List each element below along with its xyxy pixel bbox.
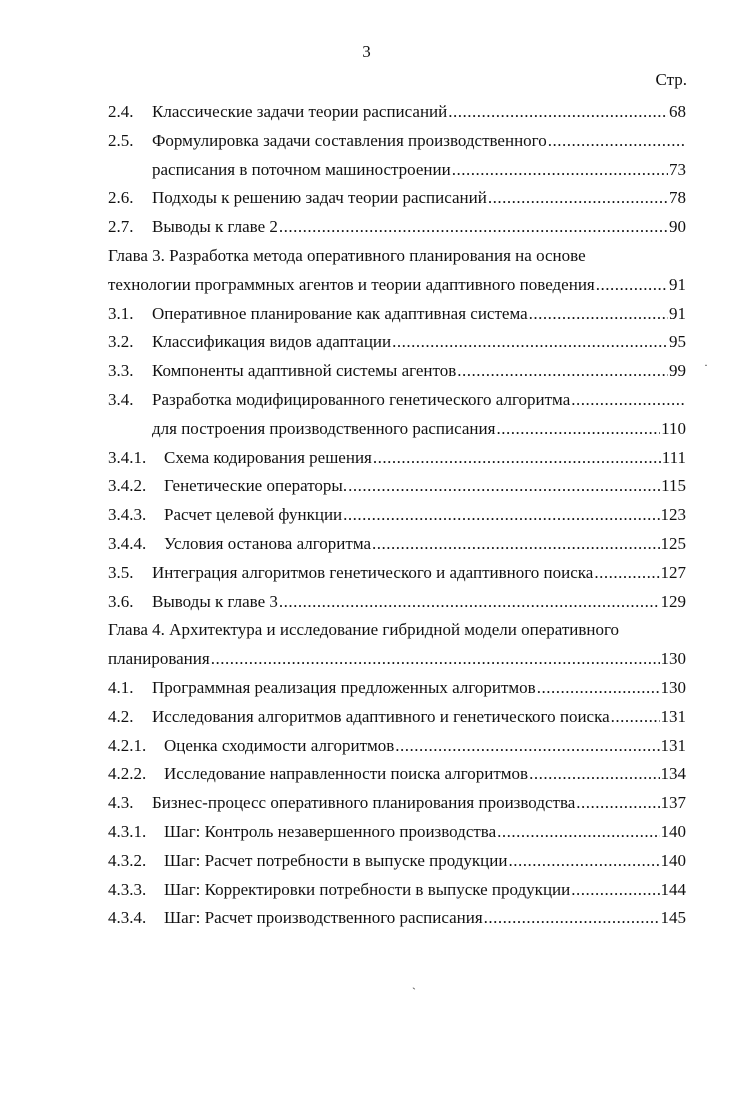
toc-leader-dots xyxy=(484,904,660,933)
toc-entry xyxy=(108,357,686,386)
toc-leader-dots xyxy=(529,300,668,329)
toc-entry-page: 73 xyxy=(669,159,686,179)
toc-entry-number: 3.6. xyxy=(108,591,134,611)
toc-entry-page: 111 xyxy=(661,447,686,467)
toc-subentry xyxy=(108,501,686,530)
toc-leader-dots xyxy=(457,357,668,386)
toc-chapter-heading xyxy=(108,271,686,300)
toc-entry-title: Классические задачи теории расписаний xyxy=(152,102,448,121)
toc-entry xyxy=(108,213,686,242)
toc-entry xyxy=(108,703,686,732)
toc-leader-dots xyxy=(372,530,659,559)
toc-chapter-heading xyxy=(108,242,686,271)
toc-entry-number: 3.5. xyxy=(108,562,134,582)
toc-leader-dots xyxy=(279,588,660,617)
toc-entry-title: Выводы к главе 3 xyxy=(152,591,278,611)
toc-entry-page: 125 xyxy=(660,533,686,553)
toc-entry-title: Исследования алгоритмов адаптивного и генетического поиска xyxy=(152,706,610,726)
toc-entry-page: 130 xyxy=(660,677,686,697)
toc-leader-dots xyxy=(576,789,659,818)
toc-leader-dots xyxy=(488,184,668,213)
toc-entry-title: Шаг: Расчет потребности в выпуске продукции xyxy=(164,850,508,870)
toc-entry xyxy=(108,789,686,818)
toc-entry-title: Оперативное планирование как адаптивная система xyxy=(152,303,528,323)
toc-entry-page: 130 xyxy=(660,649,686,669)
page-column-header: Стр. xyxy=(655,70,687,89)
toc-entry-title: Схема кодирования решения xyxy=(164,447,372,467)
toc-subentry xyxy=(108,760,686,789)
toc-entry-number: 4.2.1. xyxy=(108,735,147,755)
toc-subentry xyxy=(108,530,686,559)
toc-entry-number: 3.3. xyxy=(108,361,134,381)
toc-entry-page: 144 xyxy=(660,879,686,899)
toc-entry-title: Исследование направленности поиска алгоритмов xyxy=(164,764,529,784)
toc-subentry xyxy=(108,444,686,473)
toc-entry-title: для построения производственного расписания xyxy=(152,418,496,438)
toc-entry-number: 3.4.4. xyxy=(108,533,147,553)
toc-entry-continuation xyxy=(108,415,686,444)
toc-leader-dots xyxy=(529,760,659,789)
toc-entry-number: 2.7. xyxy=(108,217,134,237)
toc-entry-number: 4.3.3. xyxy=(108,879,147,899)
toc-entry-page: 129 xyxy=(660,591,686,611)
toc-entry-page: 131 xyxy=(660,735,686,755)
toc-entry-number: 3.4.2. xyxy=(108,476,147,496)
toc-chapter-heading xyxy=(108,616,686,645)
toc-subentry xyxy=(108,847,686,876)
toc-entry-title: Глава 4. Архитектура и исследование гибридной модели оперативного xyxy=(108,620,620,640)
toc-entry-title: Подходы к решению задач теории расписаний xyxy=(152,188,487,208)
toc-entry-page: 140 xyxy=(660,850,686,870)
toc-entry-number: 3.4.3. xyxy=(108,505,147,525)
toc-leader-dots xyxy=(611,703,660,732)
page-number: 3 xyxy=(362,42,371,61)
toc-entry-number: 3.2. xyxy=(108,332,134,352)
toc-entry-page: 99 xyxy=(669,361,686,381)
toc-entry xyxy=(108,386,686,415)
toc-entry-title: расписания в поточном машиностроении xyxy=(152,159,451,179)
toc-entry-number: 3.1. xyxy=(108,303,134,323)
toc-entry-number: 4.1. xyxy=(108,677,134,697)
toc-entry xyxy=(108,588,686,617)
toc-entry-title: технологии программных агентов и теории адаптивного поведения xyxy=(108,274,595,294)
toc-leader-dots xyxy=(496,415,660,444)
toc-entry xyxy=(108,559,686,588)
toc-entry-title: Компоненты адаптивной системы агентов xyxy=(152,361,457,381)
toc-leader-dots xyxy=(537,674,660,703)
toc-entry-title: Классификация видов адаптации xyxy=(152,332,392,352)
toc-entry-title: Условия останова алгоритма xyxy=(164,533,372,553)
toc-leader-dots xyxy=(392,328,668,357)
table-of-contents xyxy=(108,98,686,933)
toc-entry-title: Оценка сходимости алгоритмов xyxy=(164,735,395,755)
toc-entry-page: 68 xyxy=(669,102,686,121)
toc-entry-number: 4.2.2. xyxy=(108,764,147,784)
toc-entry xyxy=(108,328,686,357)
toc-entry-page: 134 xyxy=(660,764,686,784)
toc-entry-page: 95 xyxy=(669,332,686,352)
toc-entry-number: 3.4. xyxy=(108,389,134,409)
toc-entry-number: 4.3. xyxy=(108,793,134,813)
toc-entry-title: Бизнес-процесс оперативного планирования производства xyxy=(152,793,576,813)
toc-entry xyxy=(108,674,686,703)
toc-subentry xyxy=(108,732,686,761)
scan-speck: · xyxy=(704,358,708,372)
toc-entry-number: 4.3.1. xyxy=(108,821,147,841)
toc-entry xyxy=(108,300,686,329)
toc-entry-title: Шаг: Корректировки потребности в выпуске продукции xyxy=(164,879,571,899)
toc-leader-dots xyxy=(395,732,659,761)
toc-entry-number: 2.4. xyxy=(108,102,134,121)
toc-leader-dots xyxy=(497,818,659,847)
toc-entry-title: Формулировка задачи составления производственного xyxy=(152,130,547,150)
toc-entry-title: Шаг: Расчет производственного расписания xyxy=(164,908,483,928)
toc-entry-number: 4.3.4. xyxy=(108,908,147,928)
toc-leader-dots xyxy=(596,271,668,300)
toc-entry-number: 2.5. xyxy=(108,130,134,150)
toc-leader-dots xyxy=(211,645,660,674)
toc-chapter-heading xyxy=(108,645,686,674)
scan-speck: ` xyxy=(412,985,416,999)
toc-entry xyxy=(108,184,686,213)
toc-entry-page: 145 xyxy=(660,908,686,928)
toc-leader-dots xyxy=(508,847,659,876)
toc-entry xyxy=(108,98,686,127)
toc-entry-number: 2.6. xyxy=(108,188,134,208)
toc-leader-dots xyxy=(279,213,668,242)
toc-entry-title: Генетические операторы. xyxy=(164,476,348,496)
toc-subentry xyxy=(108,818,686,847)
toc-entry-title: Шаг: Контроль незавершенного производства xyxy=(164,821,497,841)
toc-entry-page: 115 xyxy=(661,476,686,496)
toc-entry-title: Расчет целевой функции xyxy=(164,505,343,525)
toc-entry-page: 91 xyxy=(669,274,686,294)
toc-leader-dots xyxy=(373,444,661,473)
toc-entry-page: 140 xyxy=(660,821,686,841)
toc-subentry xyxy=(108,472,686,501)
toc-entry-page: 131 xyxy=(660,706,686,726)
toc-leader-dots xyxy=(343,501,659,530)
toc-subentry xyxy=(108,904,686,933)
toc-entry-title: Интеграция алгоритмов генетического и адаптивного поиска xyxy=(152,562,594,582)
toc-entry-title: Программная реализация предложенных алгоритмов xyxy=(152,677,536,697)
toc-entry-number: 3.4.1. xyxy=(108,447,147,467)
toc-leader-dots xyxy=(448,98,668,127)
toc-entry-title: Разработка модифицированного генетического алгоритма xyxy=(152,389,571,409)
toc-entry-page: 123 xyxy=(660,505,686,525)
toc-entry-page: 91 xyxy=(669,303,686,323)
toc-leader-dots xyxy=(452,156,668,185)
toc-entry-page: 127 xyxy=(660,562,686,582)
toc-entry-title: планирования xyxy=(108,649,210,669)
toc-entry-page: 137 xyxy=(660,793,686,813)
toc-entry-page: 110 xyxy=(661,418,686,438)
toc-leader-dots xyxy=(571,876,659,905)
toc-entry-number: 4.2. xyxy=(108,706,134,726)
toc-entry-number: 4.3.2. xyxy=(108,850,147,870)
toc-subentry xyxy=(108,876,686,905)
toc-entry-continuation xyxy=(108,156,686,185)
toc-entry-page: 90 xyxy=(669,217,686,237)
toc-entry xyxy=(108,127,686,156)
toc-leader-dots xyxy=(571,386,685,415)
toc-leader-dots xyxy=(548,127,685,156)
toc-leader-dots xyxy=(348,472,660,501)
toc-entry-title: Глава 3. Разработка метода оперативного планирования на основе xyxy=(108,245,586,265)
toc-leader-dots xyxy=(594,559,659,588)
toc-entry-page: 78 xyxy=(669,188,686,208)
toc-entry-title: Выводы к главе 2 xyxy=(152,217,278,237)
